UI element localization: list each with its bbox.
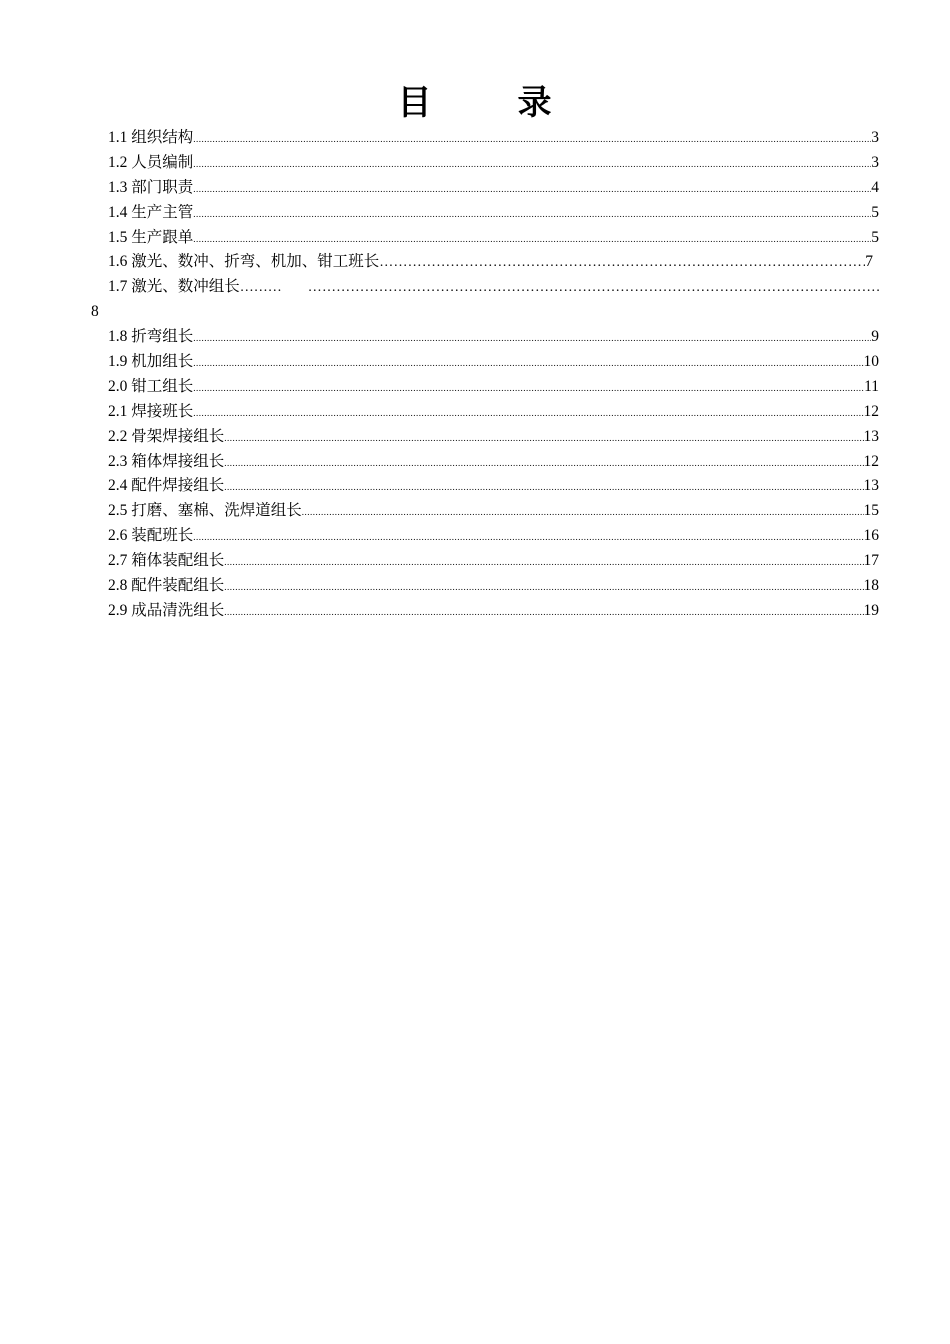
dot-leader [193,202,871,227]
toc-entry[interactable] [108,425,879,450]
dot-leader [224,451,863,476]
dot-leader [193,152,871,177]
toc-entry-label: 打磨、塞棉、洗焊道组长 [131,502,302,520]
dot-leader [302,500,864,525]
toc-entry[interactable] [108,126,879,151]
toc-entry[interactable] [108,325,879,350]
dot-leader [224,475,863,500]
dot-leader [193,351,863,376]
toc-entry-label: 配件焊接组长 [131,477,225,495]
toc-entry-number: 1.3 [108,178,128,196]
toc-entry[interactable] [108,524,879,549]
toc-entry-label: 钳工组长 [131,377,194,395]
toc-entry[interactable] [108,176,879,201]
dot-leader [308,276,879,301]
toc-entry-label: 骨架焊接组长 [131,427,225,445]
toc-entry-page: 19 [863,601,879,619]
toc-entry-number: 1.6 [108,253,128,271]
toc-entry-page: 3 [871,153,879,171]
toc-entry-number: 2.6 [108,527,128,545]
toc-entry-label: 配件装配组长 [131,577,225,595]
toc-entry-page: 5 [871,228,879,246]
toc-entry-page: 10 [863,353,879,371]
toc-entry-number: 2.3 [108,452,128,470]
toc-entry[interactable] [108,375,879,400]
toc-entry-number: 1.8 [108,328,128,346]
toc-entry-number: 2.2 [108,427,128,445]
toc-entry[interactable] [108,400,879,425]
dot-leader [193,177,871,202]
toc-entry-number: 2.8 [108,577,128,595]
dot-leader [193,376,864,401]
toc-entry-page: 16 [863,527,879,545]
toc-entry[interactable] [108,474,879,499]
toc-entry-page: 12 [863,402,879,420]
dot-leader [224,550,863,575]
toc-entry[interactable] [108,499,879,524]
toc-entry[interactable] [108,275,879,300]
toc-entry[interactable] [108,599,879,624]
toc-entry-label: 人员编制 [131,153,194,171]
toc-entry-label: 成品清洗组长 [131,601,225,619]
toc-entry-page: 3 [871,129,879,146]
dot-leader [193,326,871,351]
toc-entry-number: 2.5 [108,502,128,520]
toc-entry-label: 焊接班长 [131,402,194,420]
toc-entry-page: 8 [91,303,99,321]
toc-entry-label: 箱体焊接组长 [131,452,225,470]
toc-entry-number: 2.9 [108,601,128,619]
toc-entry[interactable] [108,549,879,574]
toc-entry-page: 7 [865,253,873,271]
toc-entry[interactable] [108,201,879,226]
toc-entry[interactable] [108,226,879,251]
toc-entry[interactable] [108,250,879,275]
toc-entry-page: 18 [863,577,879,595]
toc-entry[interactable] [108,350,879,375]
toc-entry-page: 13 [863,477,879,495]
toc-entry-label: 机加组长 [131,353,194,371]
dot-leader [224,575,863,600]
toc-entry-label: 部门职责 [131,178,194,196]
toc-entry-page: 9 [871,328,879,346]
toc-entry-number: 1.2 [108,153,128,171]
toc-entry[interactable] [108,151,879,176]
toc-entry[interactable] [108,574,879,599]
toc-entry-number: 2.4 [108,477,128,495]
toc-entry-number: 1.5 [108,228,128,246]
toc-entry[interactable] [108,450,879,475]
dot-leader [379,251,865,276]
toc-entry-number: 2.1 [108,402,128,420]
dot-leader [193,127,871,152]
short-dot-leader: ……… [239,280,282,296]
toc-entry-label: 激光、数冲、折弯、机加、钳工班长 [131,253,380,271]
toc-entry-label: 生产主管 [131,203,194,221]
toc-entry-label: 生产跟单 [131,228,194,246]
toc-entry-label: 装配班长 [131,527,194,545]
toc-entry-number: 1.4 [108,203,128,221]
dot-leader [193,401,863,426]
toc-entry-number: 1.9 [108,353,128,371]
toc-entry-number: 2.0 [108,377,128,395]
toc-entry-number: 1.1 [108,129,128,146]
toc-entry-page: 13 [863,427,879,445]
toc-entry-number: 2.7 [108,552,128,570]
dot-leader [193,525,863,550]
toc-entry-label: 组织结构 [131,129,194,146]
dot-leader [193,227,871,252]
toc-entry-page: 11 [864,377,879,395]
table-of-contents [91,126,879,624]
toc-entry-page: 15 [863,502,879,520]
dot-leader [224,426,863,451]
dot-leader [224,600,863,625]
toc-entry-page: 12 [863,452,879,470]
toc-entry-page: 4 [871,178,879,196]
toc-entry-label: 折弯组长 [131,328,194,346]
toc-entry-number: 1.7 [108,278,128,296]
toc-title: 目 录 [397,85,578,122]
toc-entry-page: 17 [863,552,879,570]
toc-entry-label: 激光、数冲组长 [131,278,240,296]
toc-entry-page: 5 [871,203,879,221]
toc-entry-label: 箱体装配组长 [131,552,225,570]
